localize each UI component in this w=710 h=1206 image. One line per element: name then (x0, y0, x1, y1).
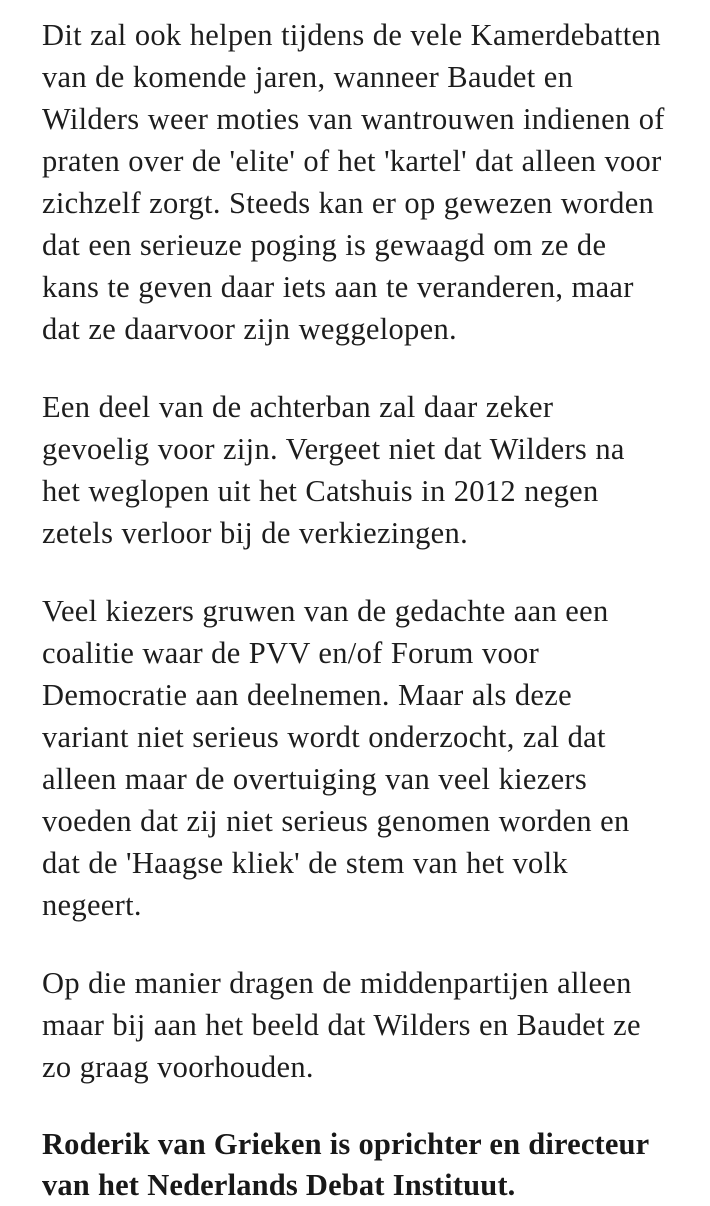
article-paragraph-3: Veel kiezers gruwen van de gedachte aan een coalitie waar de PVV en/of Forum voor Democratie aan deelnemen. Maar als deze variant niet serieus wordt onderzocht, zal dat alleen maar de overtuiging van veel kiezers voeden dat zij niet serieus genomen worden en dat de 'Haagse kliek' de stem van het volk negeert. (42, 594, 630, 922)
article-paragraph-4: Op die manier dragen de middenpartijen alleen maar bij aan het beeld dat Wilders en Baudet ze zo graag voorhouden. (42, 966, 641, 1084)
article-paragraph-2: Een deel van de achterban zal daar zeker gevoelig voor zijn. Vergeet niet dat Wilders na het weglopen uit het Catshuis in 2012 negen zetels verloor bij de verkiezingen. (42, 390, 625, 550)
article-body (42, 0, 666, 1206)
article-paragraph-1: Dit zal ook helpen tijdens de vele Kamerdebatten van de komende jaren, wanneer Baudet en Wilders weer moties van wantrouwen indienen of praten over de 'elite' of het 'kartel' dat alleen voor zichzelf zorgt. Steeds kan er op gewezen worden dat een serieuze poging is gewaagd om ze de kans te geven daar iets aan te veranderen, maar dat ze daarvoor zijn weggelopen. (42, 18, 665, 346)
article-author-credit: Roderik van Grieken is oprichter en directeur van het Nederlands Debat Instituut. (42, 1127, 649, 1202)
